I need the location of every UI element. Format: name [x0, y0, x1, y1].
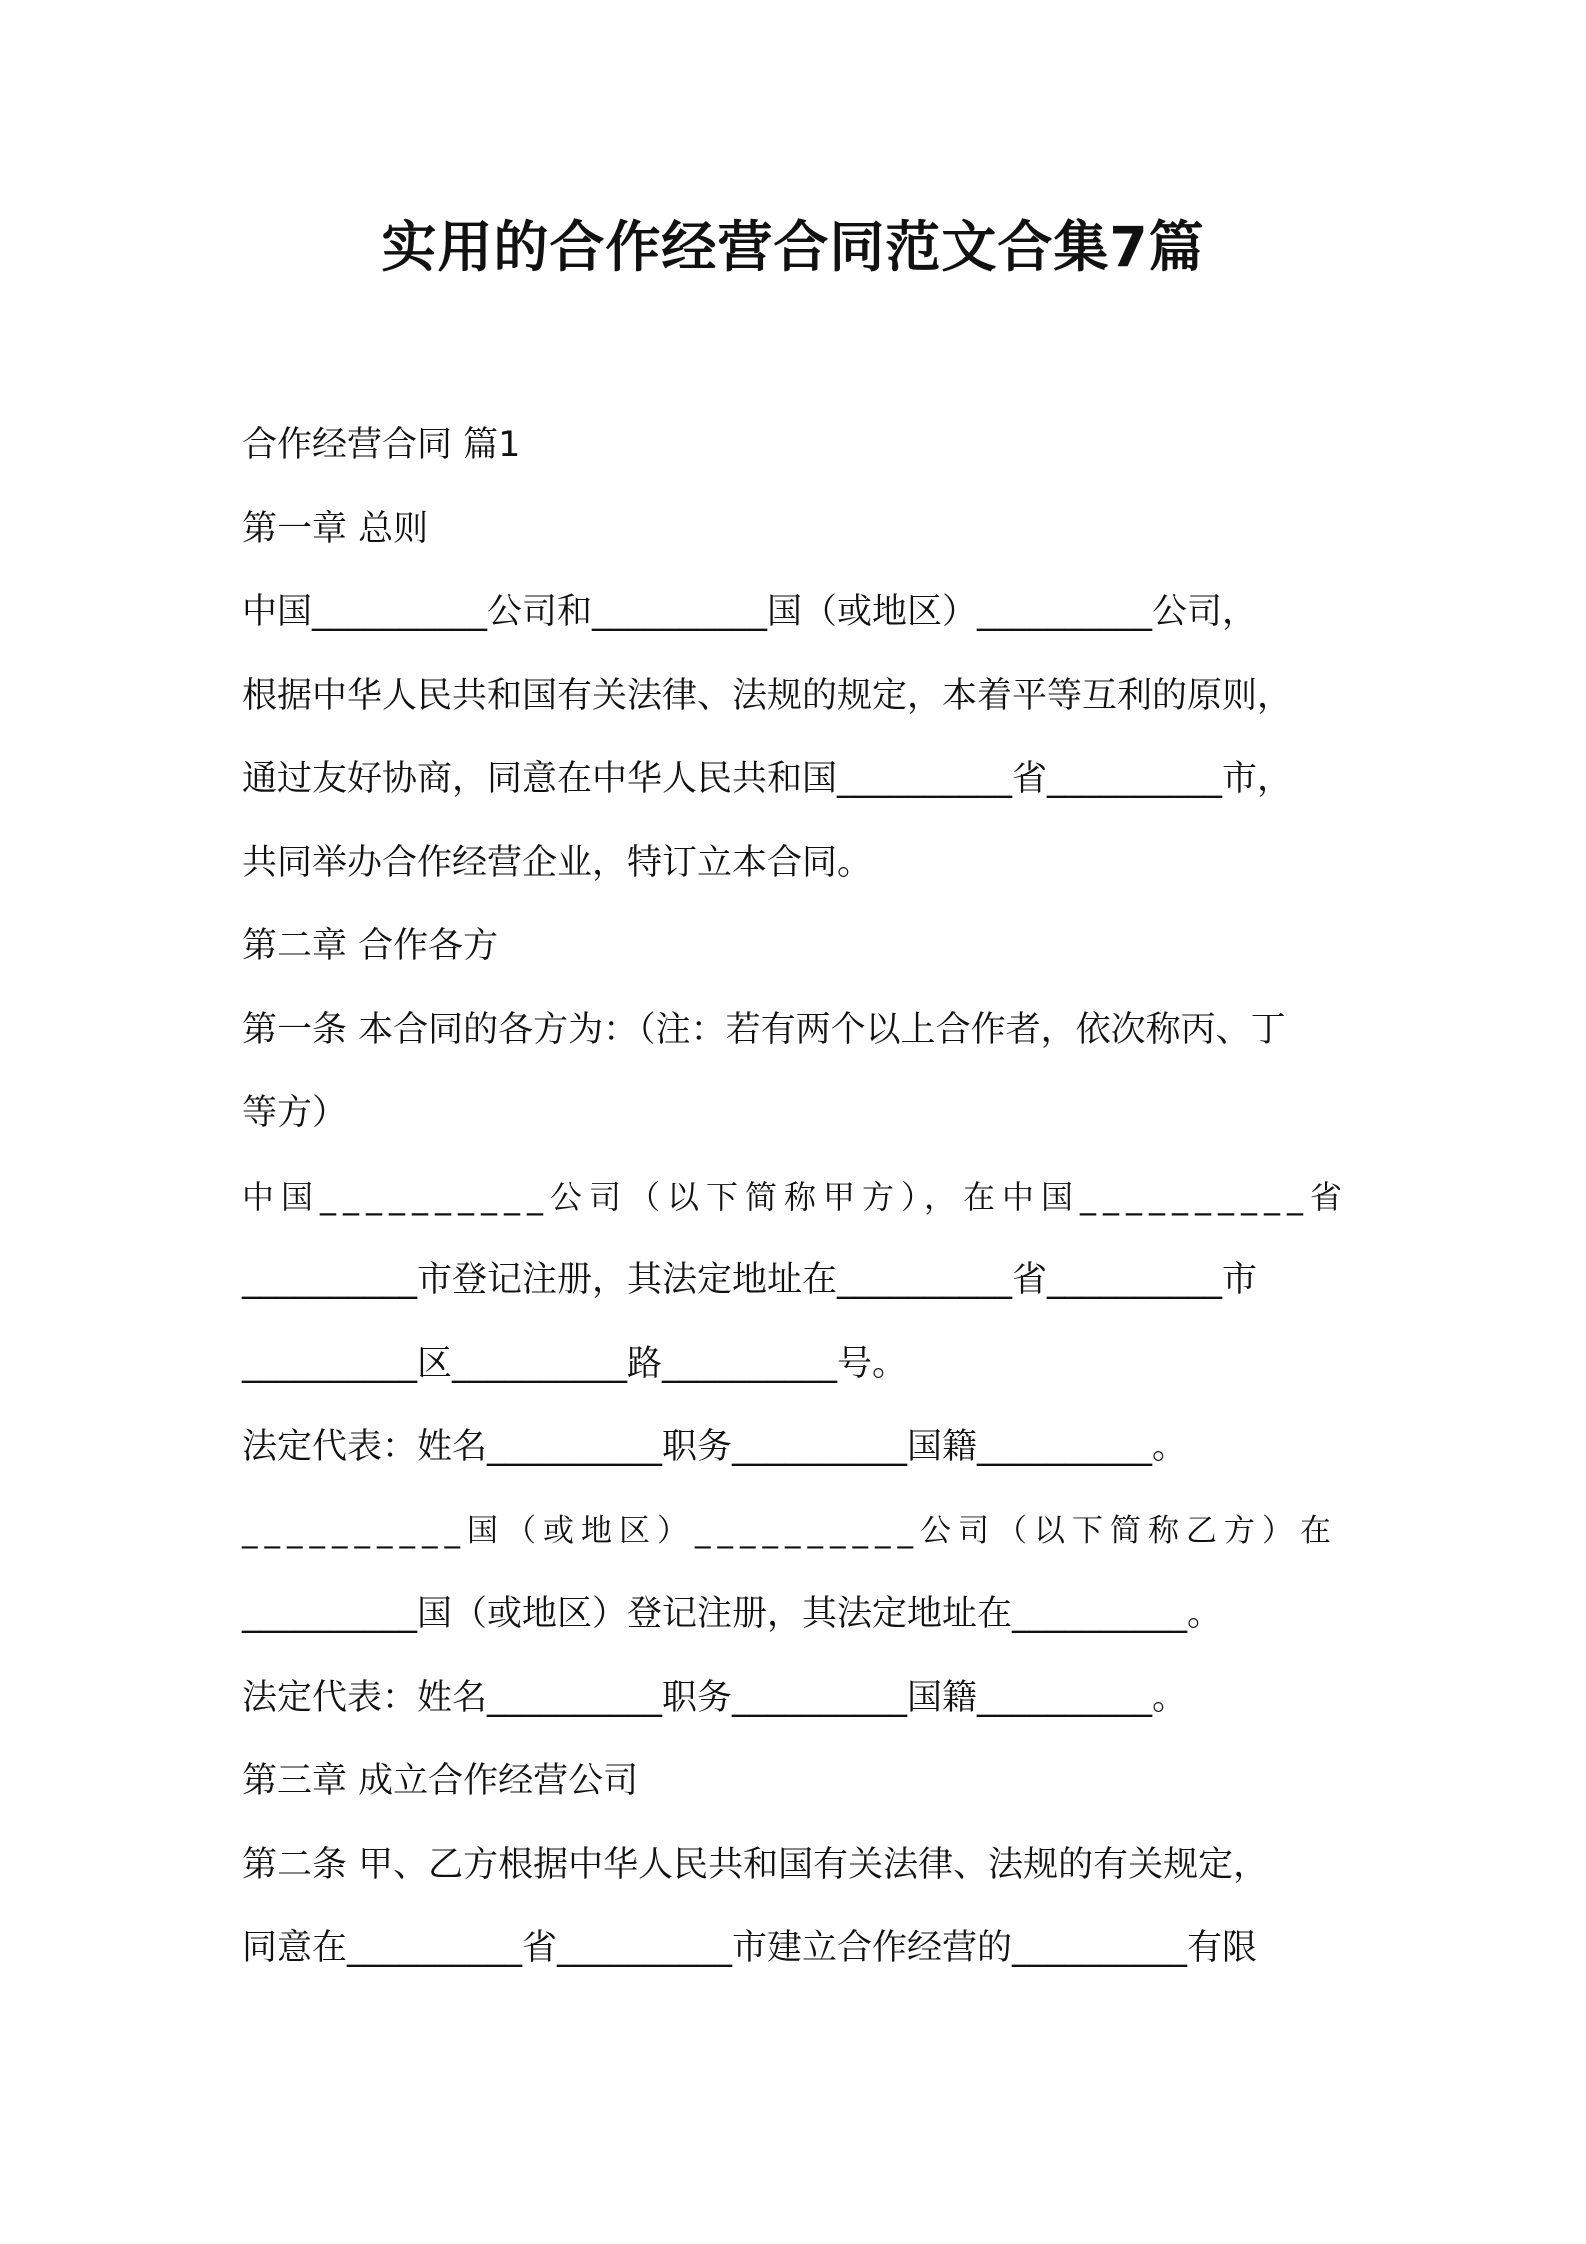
chapter-heading: 第二章 合作各方	[242, 926, 499, 966]
paragraph-line: __________市登记注册，其法定地址在__________省__________市	[242, 1260, 1258, 1300]
document-body	[242, 404, 1354, 1991]
paragraph-line: 中国__________公司（以下简称甲方），在中国__________省	[242, 1177, 1350, 1216]
paragraph-line: 同意在__________省__________市建立合作经营的__________有限	[242, 1928, 1258, 1968]
paragraph-line: 第一条 本合同的各方为：（注：若有两个以上合作者，依次称丙、丁	[242, 1009, 1286, 1050]
paragraph-line: 通过友好协商，同意在中华人民共和国__________省__________市，	[242, 759, 1293, 799]
paragraph-line: 法定代表：姓名__________职务__________国籍__________。	[242, 1677, 1188, 1718]
chapter-heading: 第一章 总则	[242, 508, 429, 549]
paragraph-line: __________国（或地区）登记注册，其法定地址在__________。	[242, 1594, 1223, 1634]
paragraph-line: __________国（或地区）__________公司（以下简称乙方）在	[242, 1512, 1338, 1549]
section-heading: 合作经营合同 篇1	[242, 425, 521, 465]
paragraph-line: 法定代表：姓名__________职务__________国籍__________。	[242, 1427, 1188, 1467]
paragraph-line: __________区__________路__________号。	[242, 1343, 908, 1384]
paragraph-line: 等方）	[242, 1093, 348, 1133]
chapter-heading: 第三章 成立合作经营公司	[242, 1761, 639, 1801]
document-title: 实用的合作经营合同范文合集7篇	[381, 215, 1205, 279]
paragraph-line: 中国__________公司和__________国（或地区）__________公司，	[242, 592, 1258, 632]
paragraph-line: 第二条 甲、乙方根据中华人民共和国有关法律、法规的有关规定，	[242, 1844, 1269, 1885]
paragraph-line: 根据中华人民共和国有关法律、法规的规定，本着平等互利的原则，	[242, 675, 1293, 716]
paragraph-line: 共同举办合作经营企业，特订立本合同。	[242, 842, 873, 883]
